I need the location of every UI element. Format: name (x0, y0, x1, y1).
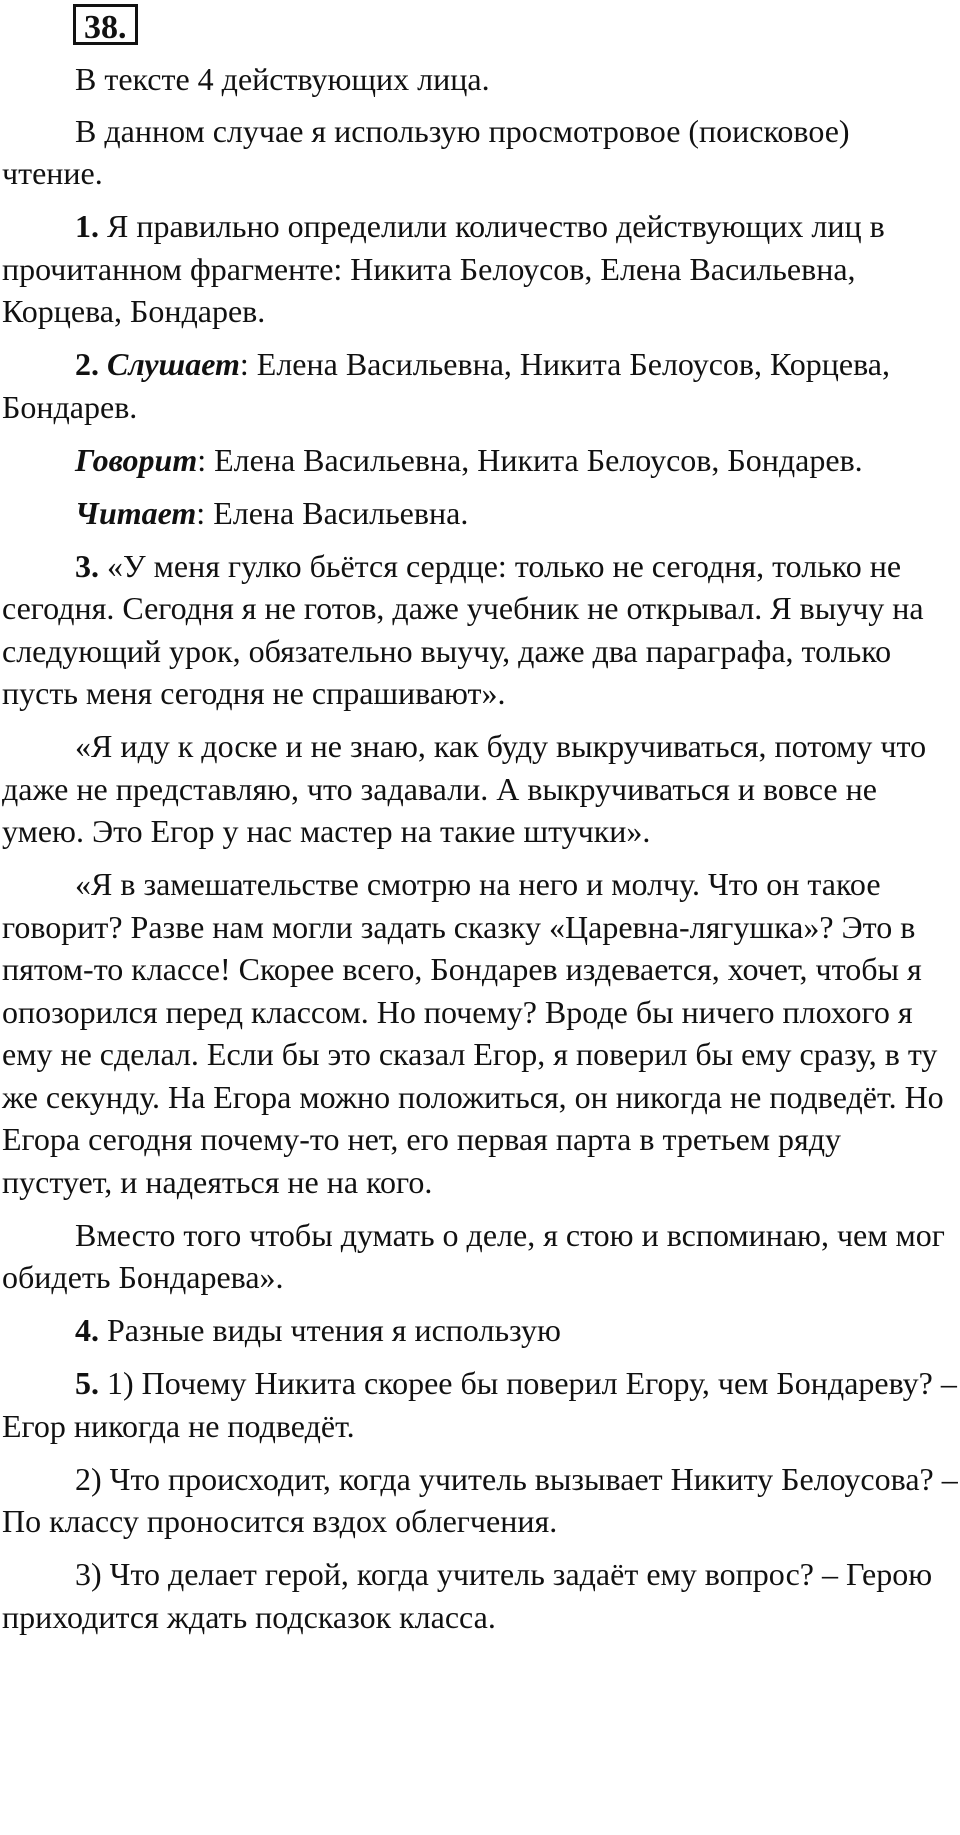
paragraph-reads (2, 492, 958, 535)
quote-2-text: «Я иду к доске и не знаю, как буду выкручиваться, потому что даже не представляю, что задавали. А выкручиваться и вовсе не умею. Это Егор у нас мастер на такие штучки». (2, 728, 927, 849)
answer-5-number: 5. (75, 1365, 99, 1401)
paragraph-1-text: В тексте 4 действующих лица. (75, 61, 490, 97)
quote-4-text: Вместо того чтобы думать о деле, я стою и вспоминаю, чем мог обидеть Бондарева». (2, 1216, 945, 1295)
quote-3-text: «Я в замешательстве смотрю на него и молчу. Что он такое говорит? Разве нам могли задать сказку «Царевна-лягушка»? Это в пятом-то классе! Скорее всего, Бондарев издевается, хочет, чтобы я опозорился перед классом. Но почему? Вроде бы ничего плохого я ему не сделал. Если бы это сказал Егор, я поверил бы ему сразу, в ту же секунду. На Егора можно положиться, он никогда не подведёт. Но Егора сегодня почему-то нет, его первая парта в третьем ряду пустует, и надеяться не на кого. (2, 866, 944, 1200)
paragraph-answer-4 (2, 1309, 958, 1352)
term-speaks: Говорит (75, 441, 198, 478)
answer-1-text: Я правильно определили количество действующих лиц в прочитанном фрагменте: Никита Белоусов, Елена Васильевна, Корцева, Бондарев. (2, 208, 885, 329)
listens-text: : Елена Васильевна, Никита Белоусов, Корцева, Бондарев. (2, 346, 890, 425)
term-reads: Читает (75, 494, 197, 531)
task-number-box: 38. (73, 4, 138, 45)
paragraph-answer-2 (2, 343, 958, 428)
answer-5-text: 1) Почему Никита скорее бы поверил Егору, чем Бондареву? – Егор никогда не подведёт. (2, 1365, 957, 1444)
question-2-text: 2) Что происходит, когда учитель вызывает Никиту Белоусова? – По классу проносится вздох облегчения. (2, 1460, 958, 1539)
paragraph-answer-3 (2, 545, 958, 715)
paragraph-quote-4 (2, 1214, 958, 1299)
paragraph-answer-5 (2, 1362, 958, 1447)
paragraph-2-text: В данном случае я использую просмотровое (поисковое) чтение. (2, 112, 850, 191)
answer-text (2, 58, 958, 1649)
speaks-text: : Елена Васильевна, Никита Белоусов, Бондарев. (197, 441, 863, 478)
paragraph-question-3 (2, 1553, 958, 1638)
answer-3-number: 3. (75, 547, 99, 584)
answer-4-text: Разные виды чтения я использую (99, 1312, 561, 1348)
paragraph-2 (2, 110, 958, 195)
paragraph-quote-2 (2, 725, 958, 853)
reads-text: : Елена Васильевна. (196, 494, 469, 531)
paragraph-question-2 (2, 1458, 958, 1543)
answer-4-number: 4. (75, 1312, 99, 1348)
answer-2-number: 2. (75, 346, 99, 382)
paragraph-answer-1 (2, 205, 958, 333)
paragraph-quote-3 (2, 863, 958, 1203)
paragraph-1 (2, 58, 958, 101)
term-listens: Слушает (107, 346, 240, 382)
paragraph-speaks (2, 439, 958, 482)
answer-1-number: 1. (75, 208, 99, 244)
question-3-text: 3) Что делает герой, когда учитель задаёт ему вопрос? – Герою приходится ждать подсказок класса. (2, 1556, 933, 1635)
answer-3-text: «У меня гулко бьётся сердце: только не сегодня, только не сегодня. Сегодня я не готов, даже учебник не открывал. Я выучу на следующий урок, обязательно выучу, даже два параграфа, только пусть меня сегодня не спрашивают». (2, 547, 924, 711)
